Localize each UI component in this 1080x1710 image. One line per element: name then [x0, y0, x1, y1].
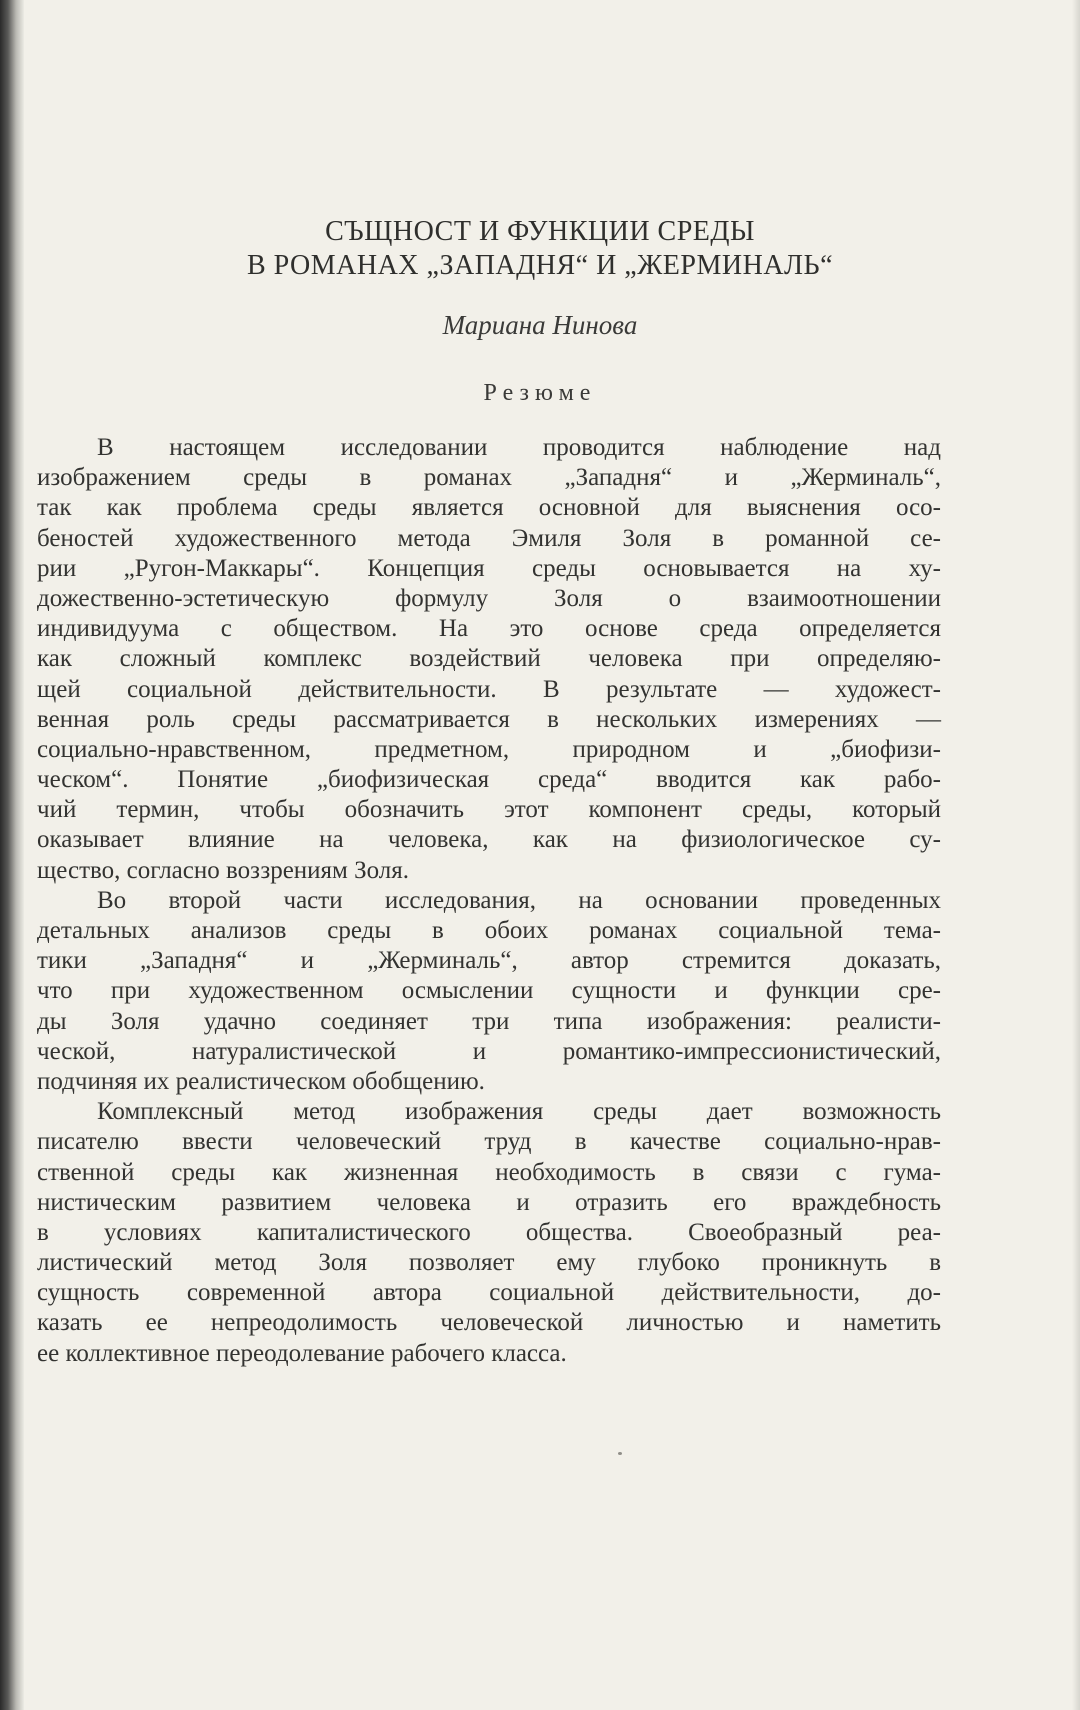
abstract-body — [37, 433, 941, 1369]
article-title — [100, 215, 980, 283]
paper-speck — [618, 1452, 622, 1455]
paragraph — [37, 1097, 941, 1369]
title-line-2: В РОМАНАХ „ЗАПАДНЯ“ И „ЖЕРМИНАЛЬ“ — [246, 250, 834, 281]
paragraph — [37, 433, 941, 886]
text-line: так как проблема среды является основной для выяснения осо- — [37, 494, 941, 522]
text-line: изображением среды в романах „Западня“ и „Жерминаль“, — [37, 464, 941, 492]
text-line: социально-нравственном, предметном, природном и „биофизи- — [37, 735, 941, 763]
text-line: индивидуума с обществом. На это основе среда определяется — [37, 615, 941, 643]
paragraph — [37, 886, 941, 1097]
text-line: детальных анализов среды в обоих романах социальной тема- — [37, 917, 941, 944]
page-edge — [1072, 0, 1080, 1710]
text-line: оказывает влияние на человека, как на физиологическое су- — [37, 826, 941, 854]
text-line: венная роль среды рассматривается в нескольких измерениях — — [37, 705, 941, 733]
text-line: щей социальной действительности. В результате — художест- — [37, 675, 941, 703]
title-line-1: СЪЩНОСТ И ФУНКЦИИ СРЕДЫ — [325, 216, 755, 247]
text-line: казать ее непреодолимость человеческой личностью и наметить — [37, 1309, 941, 1337]
text-line: сущность современной автора социальной действительности, до- — [37, 1279, 941, 1307]
text-line: беностей художественного метода Эмиля Золя в романной се- — [37, 524, 941, 552]
text-line: ды Золя удачно соединяет три типа изображения: реалисти- — [37, 1007, 941, 1035]
binding-edge — [0, 0, 24, 1710]
section-heading: Резюме — [483, 380, 597, 406]
text-line: рии „Ругон-Маккары“. Концепция среды основывается на ху- — [37, 554, 941, 582]
text-line: Комплексный метод изображения среды дает возможность — [97, 1098, 941, 1126]
text-line: чий термин, чтобы обозначить этот компонент среды, который — [37, 796, 941, 824]
text-line: подчиняя их реалистическом обобщению. — [37, 1067, 485, 1095]
text-line: дожественно-эстетическую формулу Золя о взаимоотношении — [37, 584, 941, 612]
text-line: ческом“. Понятие „биофизическая среда“ вводится как рабо- — [37, 766, 941, 794]
text-line: в условиях капиталистического общества. Своеобразный реа- — [37, 1218, 941, 1246]
text-line: что при художественном осмыслении сущности и функции сре- — [37, 977, 941, 1005]
text-line: ческой, натуралистической и романтико-импрессионистический, — [37, 1037, 941, 1065]
text-line: ственной среды как жизненная необходимость в связи с гума- — [37, 1158, 941, 1186]
text-line: писателю ввести человеческий труд в качестве социально-нрав- — [37, 1128, 941, 1156]
text-line: щество, согласно воззрениям Золя. — [37, 856, 410, 884]
text-line: нистическим развитием человека и отразить его враждебность — [37, 1188, 941, 1216]
text-line: тики „Западня“ и „Жерминаль“, автор стремится доказать, — [37, 947, 941, 975]
text-line: В настоящем исследовании проводится наблюдение над — [97, 434, 941, 461]
text-line: Во второй части исследования, на основании проведенных — [97, 886, 941, 914]
text-line: как сложный комплекс воздействий человека при определяю- — [37, 645, 941, 673]
author-name: Мариана Нинова — [442, 310, 638, 340]
text-line: ее коллективное переодолевание рабочего класса. — [37, 1339, 567, 1367]
text-line: листический метод Золя позволяет ему глубоко проникнуть в — [37, 1249, 941, 1277]
